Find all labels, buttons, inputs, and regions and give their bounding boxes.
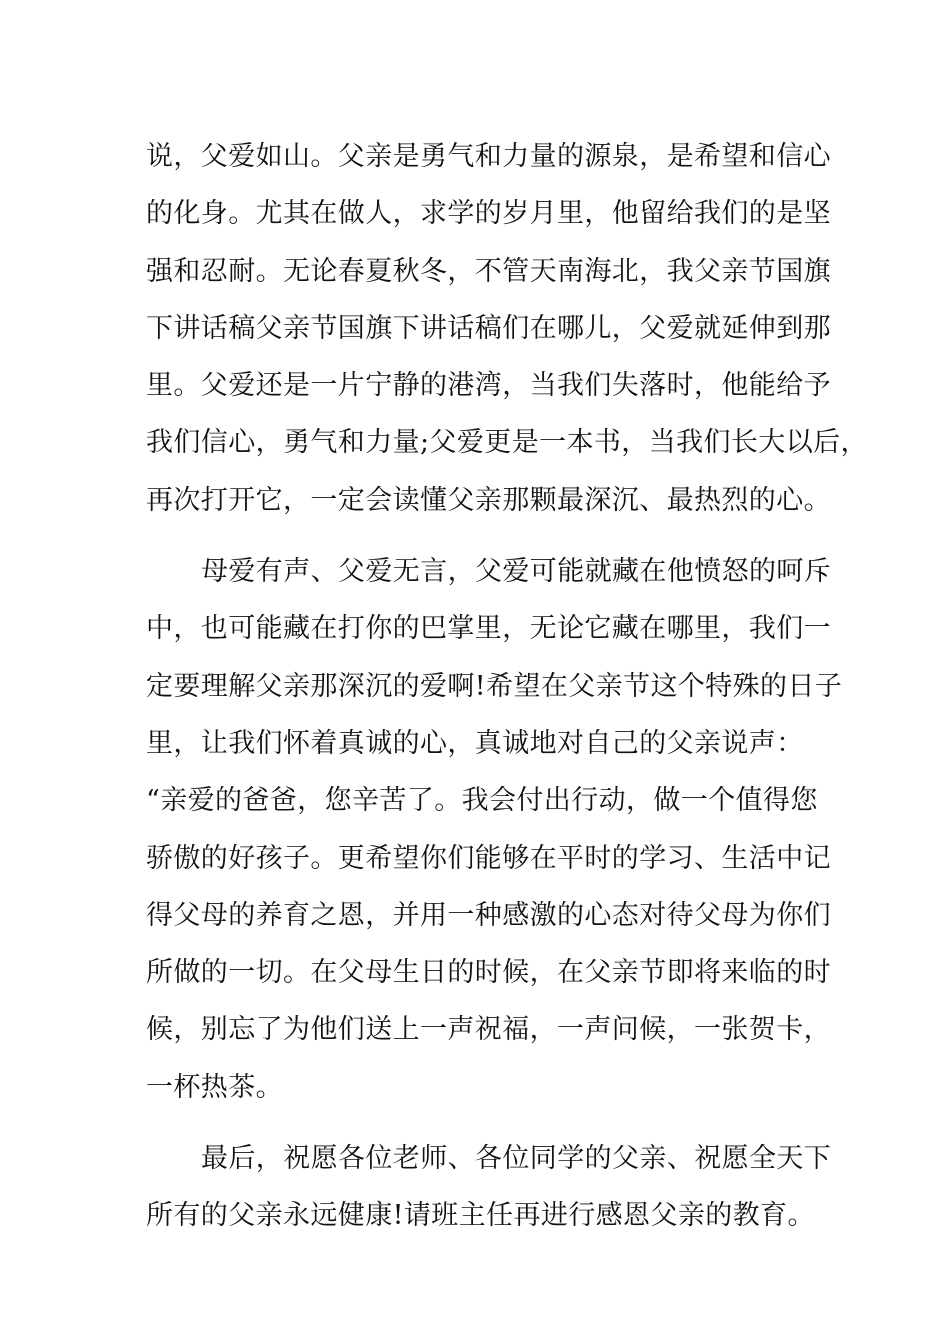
text-line: 一杯热茶。 xyxy=(146,1071,283,1103)
text-line: 得父母的养育之恩，并用一种感激的心态对待父母为你们 xyxy=(146,899,831,931)
text-line: “亲爱的爸爸，您辛苦了。我会付出行动，做一个值得您 xyxy=(146,785,818,817)
text-line: 强和忍耐。无论春夏秋冬，不管天南海北，我父亲节国旗 xyxy=(146,255,831,287)
text-line: 里，让我们怀着真诚的心，真诚地对自己的父亲说声： xyxy=(146,727,804,759)
text-line: 说，父爱如山。父亲是勇气和力量的源泉，是希望和信心 xyxy=(146,141,831,172)
text-line: 所做的一切。在父母生日的时候，在父亲节即将来临的时 xyxy=(146,957,831,989)
paragraph-1 xyxy=(146,128,868,529)
text-line: 中，也可能藏在打你的巴掌里，无论它藏在哪里，我们一 xyxy=(146,613,831,645)
text-line: 下讲话稿父亲节国旗下讲话稿们在哪儿，父爱就延伸到那 xyxy=(146,312,831,344)
text-line: 骄傲的好孩子。更希望你们能够在平时的学习、生活中记 xyxy=(146,842,831,874)
paragraph-3 xyxy=(146,1130,832,1245)
text-line: 我们信心，勇气和力量;父爱更是一本书，当我们长大以后， xyxy=(146,427,868,459)
paragraph-spacer xyxy=(146,1116,806,1130)
paragraph-spacer xyxy=(146,529,806,543)
document-body xyxy=(146,128,868,1245)
text-line: 的化身。尤其在做人，求学的岁月里，他留给我们的是坚 xyxy=(146,198,831,230)
text-line: 定要理解父亲那深沉的爱啊!希望在父亲节这个特殊的日子 xyxy=(146,670,843,702)
text-line: 里。父爱还是一片宁静的港湾，当我们失落时，他能给予 xyxy=(146,370,831,402)
text-line: 所有的父亲永远健康!请班主任再进行感恩父亲的教育。 xyxy=(146,1200,815,1232)
text-line: 候，别忘了为他们送上一声祝福，一声问候，一张贺卡， xyxy=(146,1014,831,1046)
text-line: 再次打开它，一定会读懂父亲那颗最深沉、最热烈的心。 xyxy=(146,484,831,516)
text-line: 最后，祝愿各位老师、各位同学的父亲、祝愿全天下 xyxy=(201,1143,832,1175)
paragraph-2 xyxy=(146,543,843,1116)
text-line: 母爱有声、父爱无言，父爱可能就藏在他愤怒的呵斥 xyxy=(201,556,832,588)
